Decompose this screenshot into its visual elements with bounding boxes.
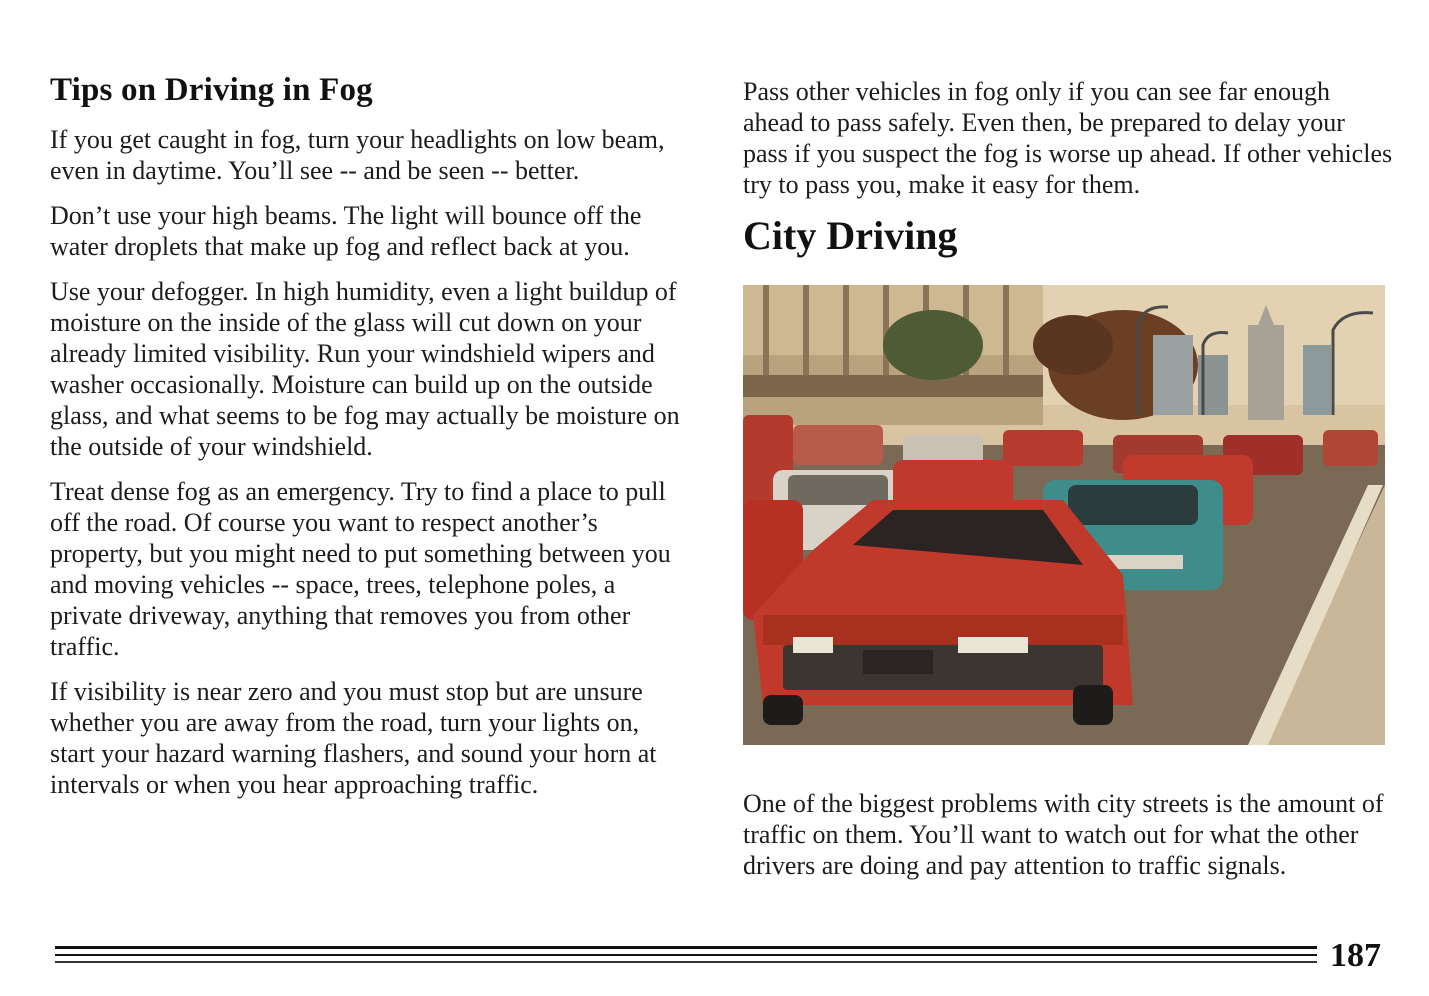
- fog-paragraph-4: Treat dense fog as an emergency. Try to find a place to pull off the road. Of course you want to respect another’s property, but you might need to put something between you and moving vehicles -- space, trees, telephone poles, a private driveway, anything that removes you from other traffic.: [50, 477, 671, 661]
- fog-paragraph-5: If visibility is near zero and you must stop but are unsure whether you are away from the road, turn your lights on, start your hazard warning flashers, and sound your horn at intervals or when you hear approaching traffic.: [50, 677, 657, 799]
- fog-paragraph-1: If you get caught in fog, turn your headlights on low beam, even in daytime. You’ll see -- and be seen -- better.: [50, 125, 665, 185]
- city-paragraph: One of the biggest problems with city streets is the amount of traffic on them. You’ll want to watch out for what the other drivers are doing and pay attention to traffic signals.: [743, 789, 1384, 880]
- city-driving-heading: City Driving: [743, 213, 958, 258]
- fog-paragraph-3: Use your defogger. In high humidity, even a light buildup of moisture on the inside of the glass will cut down on your already limited visibility. Run your windshield wipers and washer occasionally. Moisture can build up on the outside glass, and what seems to be fog may actually be moisture on the outside of your windshield.: [50, 277, 680, 461]
- city-traffic-illustration: [743, 285, 1385, 745]
- fog-paragraph-2: Don’t use your high beams. The light will bounce off the water droplets that make up fog and reflect back at you.: [50, 201, 642, 261]
- footer-rule: [55, 946, 1317, 968]
- page-number: 187: [1330, 937, 1381, 974]
- fog-paragraphs: [50, 124, 690, 814]
- passing-paragraph: Pass other vehicles in fog only if you can see far enough ahead to pass safely. Even then, be prepared to delay your pass if you suspect the fog is worse up ahead. If other vehicles try to pass you, make it easy for them.: [743, 77, 1393, 199]
- city-traffic-svg: [743, 285, 1385, 745]
- fog-heading: Tips on Driving in Fog: [50, 72, 373, 108]
